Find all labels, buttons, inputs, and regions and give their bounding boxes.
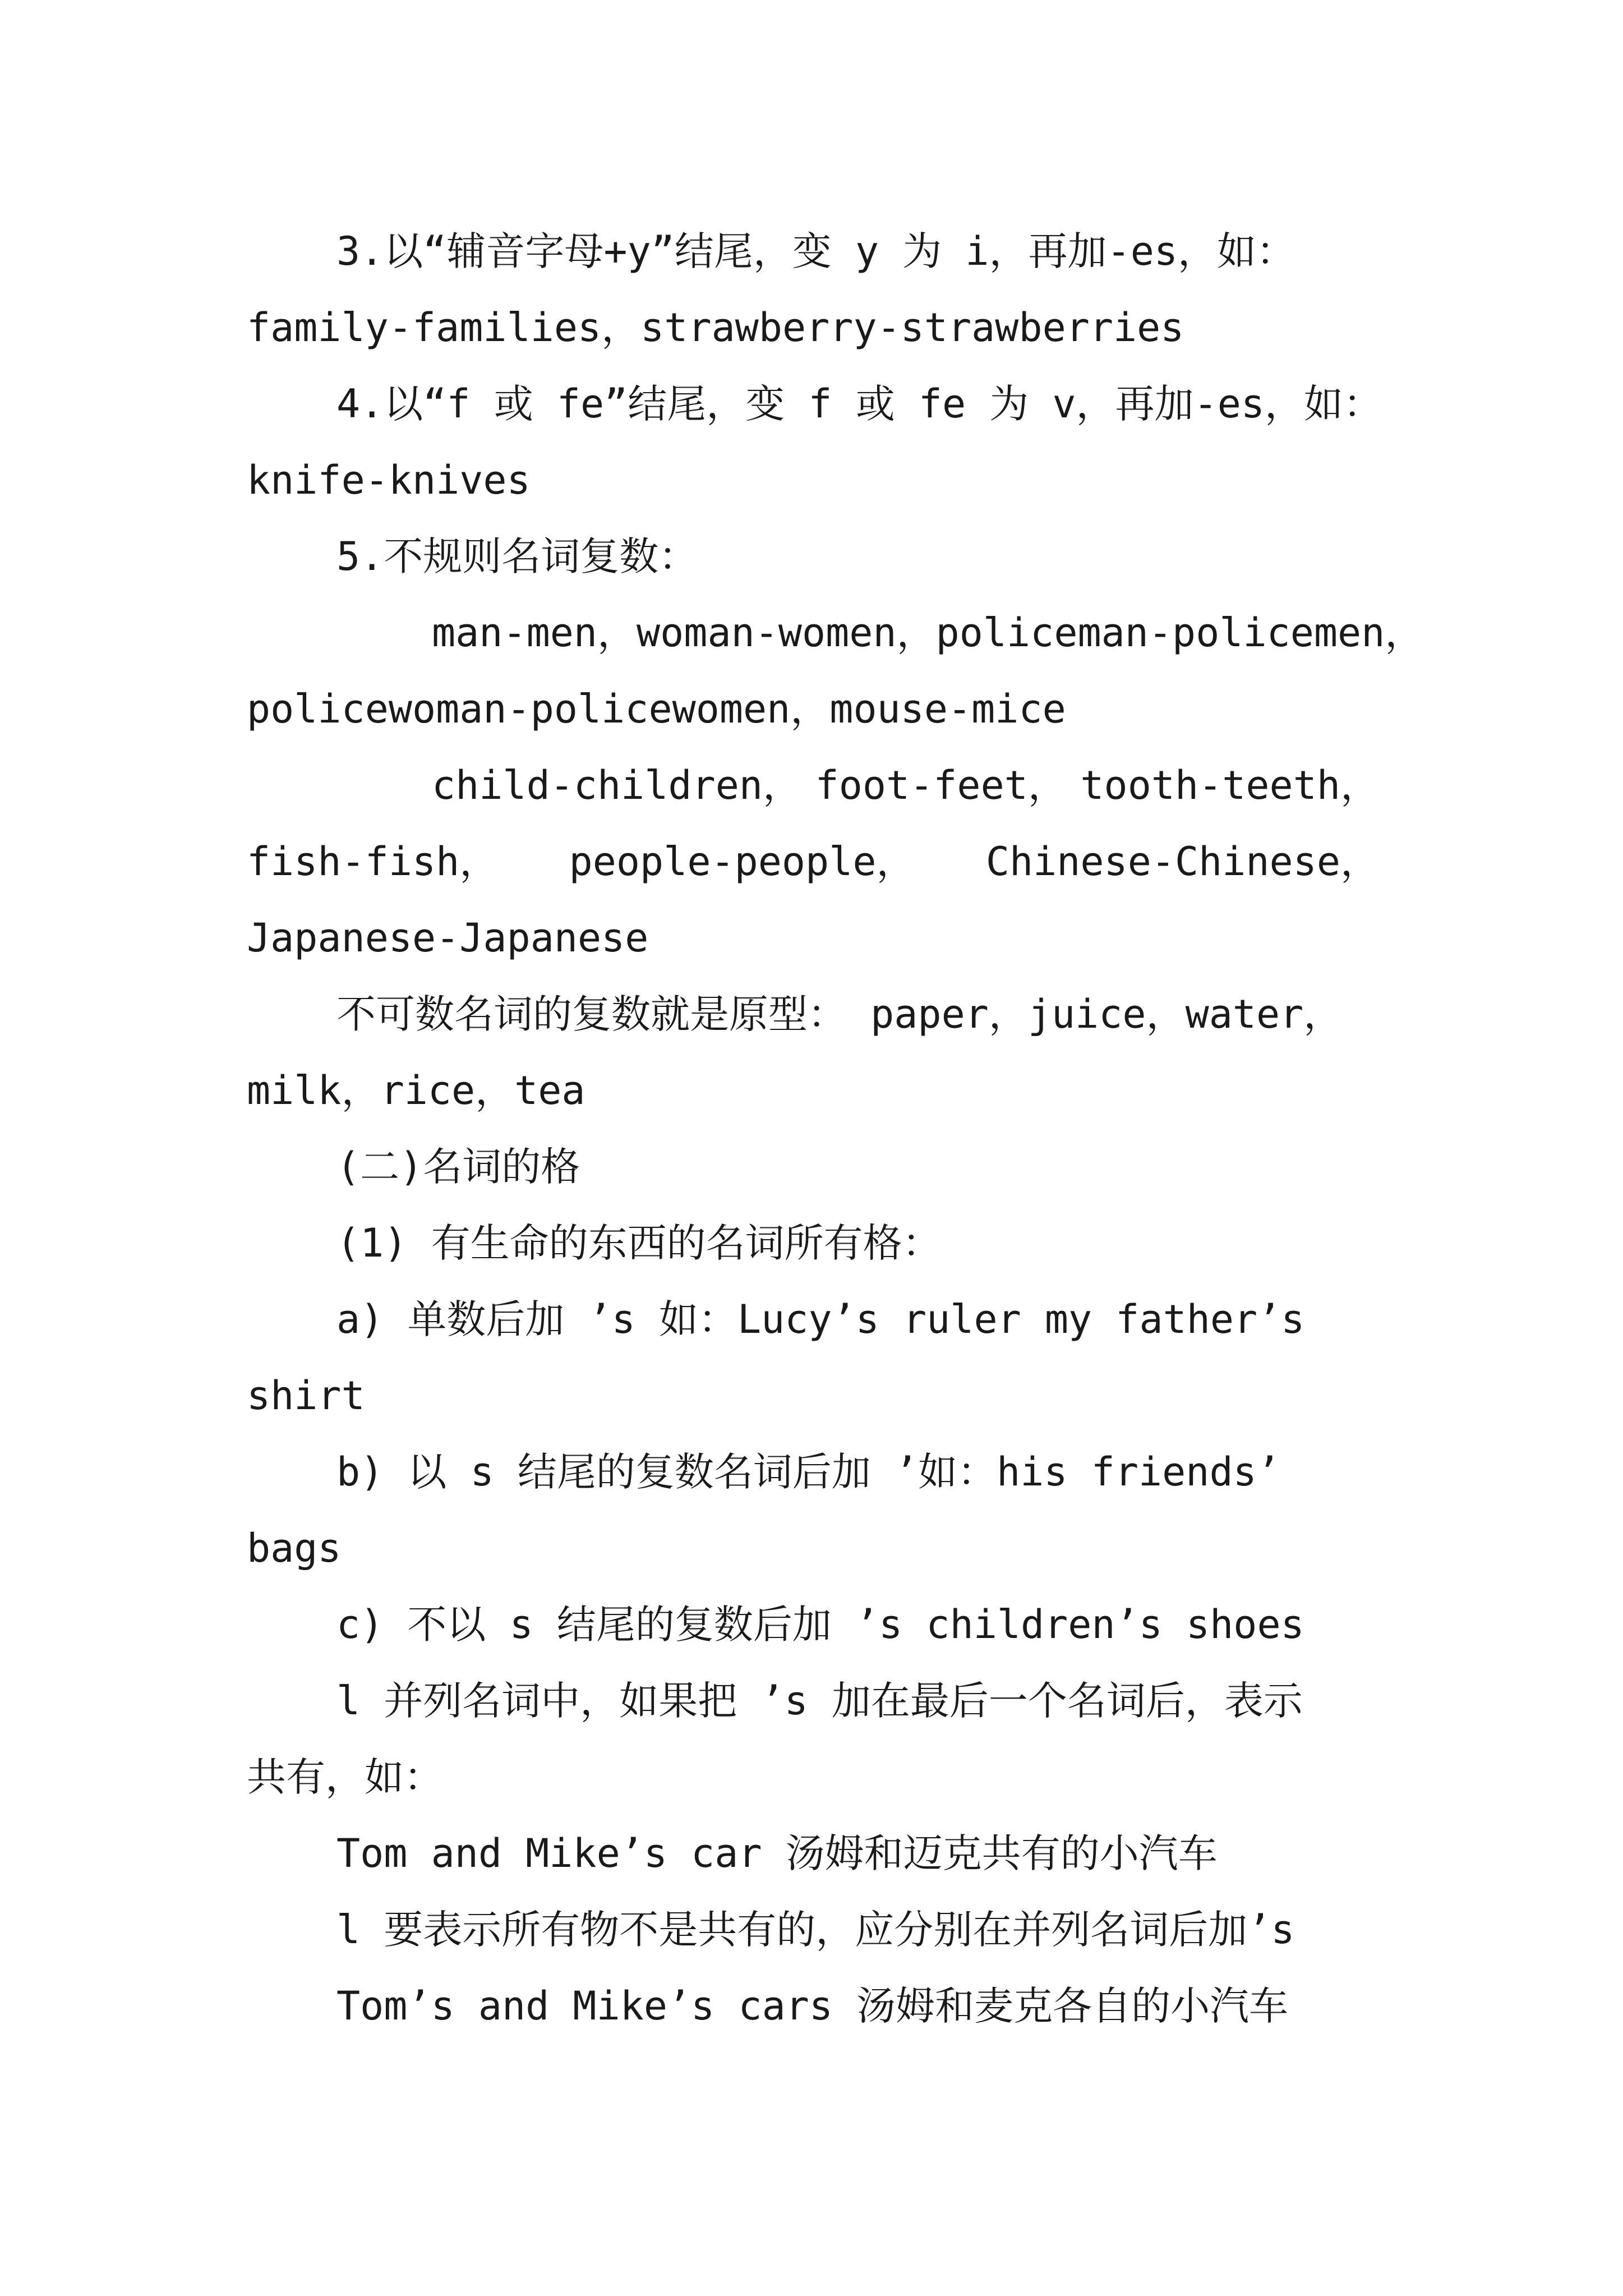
example-tooth-teeth: tooth-teeth， <box>1080 762 1380 808</box>
rule-4-line: 4.以“f 或 fe”结尾，变 f 或 fe 为 v，再加-es，如： <box>336 381 1383 427</box>
irregular-plurals-row-2: policewoman-policewomen，mouse-mice <box>247 686 1066 732</box>
possessive-a-line: a) 单数后加 ’s 如：Lucy’s ruler my father’s <box>336 1296 1305 1342</box>
example-people-people: people-people， <box>569 839 916 885</box>
joint-possession-example: Tom and Mike’s car 汤姆和迈克共有的小汽车 <box>336 1830 1218 1876</box>
example-foot-feet: foot-feet， <box>815 762 1067 808</box>
example-chinese-chinese: Chinese-Chinese， <box>985 839 1380 885</box>
joint-possession-note-continued: 共有，如： <box>247 1754 443 1800</box>
rule-3-line: 3.以“辅音字母+y”结尾，变 y 为 i，再加-es，如： <box>336 228 1296 274</box>
example-fish-fish: fish-fish， <box>247 839 499 885</box>
document-body <box>247 213 1424 2044</box>
possessive-a-continued: shirt <box>247 1373 365 1419</box>
irregular-plurals-row-1 <box>247 595 1424 671</box>
irregular-plurals-row-4 <box>247 823 1380 900</box>
possessive-b-continued: bags <box>247 1525 342 1571</box>
possessive-point-1: (1) 有生命的东西的名词所有格： <box>336 1220 942 1266</box>
example-man-men: man-men， <box>432 610 637 656</box>
rule-5-heading: 5.不规则名词复数： <box>336 533 698 579</box>
section-heading-possessive: (二)名词的格 <box>336 1144 580 1190</box>
rule-3-example: family-families，strawberry-strawberries <box>247 305 1184 351</box>
rule-4-example: knife-knives <box>247 457 531 503</box>
irregular-plurals-row-3 <box>247 747 1380 823</box>
possessive-b-line: b) 以 s 结尾的复数名词后加 ’如：his friends’ <box>336 1449 1280 1495</box>
uncountable-nouns-line: 不可数名词的复数就是原型： paper，juice，water， <box>336 991 1343 1037</box>
separate-possession-example: Tom’s and Mike’s cars 汤姆和麦克各自的小汽车 <box>336 1983 1289 2029</box>
uncountable-nouns-continued: milk，rice，tea <box>247 1068 585 1114</box>
example-child-children: child-children， <box>432 762 803 808</box>
possessive-c-line: c) 不以 s 结尾的复数后加 ’s children’s shoes <box>336 1602 1304 1648</box>
example-policeman-policemen: policeman-policemen， <box>935 610 1424 656</box>
separate-possession-note: l 要表示所有物不是共有的，应分别在并列名词后加’s <box>336 1907 1295 1953</box>
example-woman-women: woman-women， <box>637 610 936 656</box>
irregular-plurals-row-5: Japanese-Japanese <box>247 915 649 961</box>
joint-possession-note: l 并列名词中，如果把 ’s 加在最后一个名词后，表示 <box>336 1678 1303 1724</box>
